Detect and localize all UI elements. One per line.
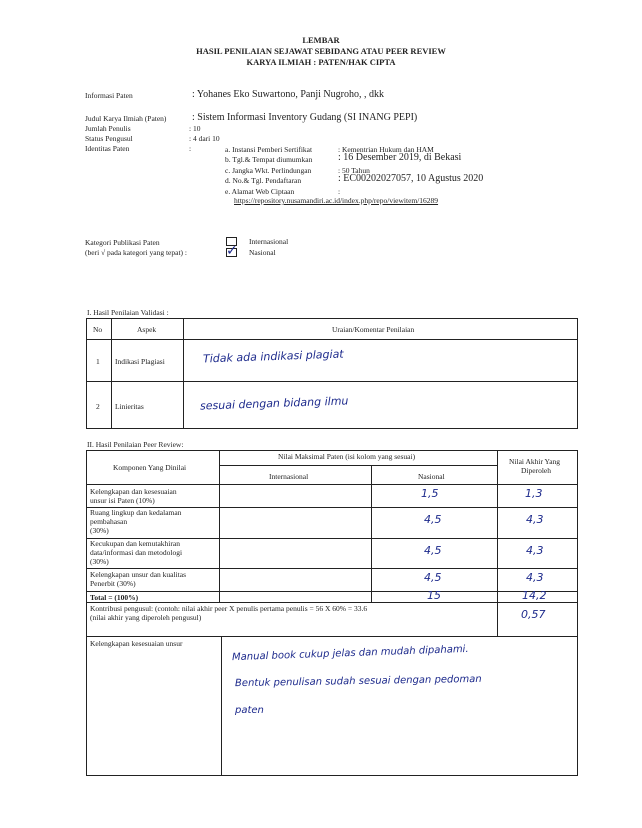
identitas-d-label: d. No.& Tgl. Pendaftaran <box>225 176 302 185</box>
row-1-aspek: Indikasi Plagiasi <box>115 357 165 366</box>
kontribusi-label: Kontribusi pengusul: (contoh: nilai akhir peer X penulis pertama penulis = 56 X 60% = 33.6 <box>90 604 368 613</box>
peer-title: II. Hasil Penilaian Peer Review: <box>87 440 184 449</box>
col-nilai-max: Nilai Maksimal Paten (isi kolom yang sesuai) <box>278 452 416 461</box>
peer-row-3-akhir: 4,3 <box>526 544 544 557</box>
kontribusi-note: (nilai akhir yang diperoleh pengusul) <box>90 613 202 622</box>
col-akhir-2: Diperoleh <box>521 466 551 475</box>
peer-row-4-nasional: 4,5 <box>424 571 442 584</box>
peer-row-3-komponen: Kecukupan dan kemutakhiran <box>90 539 180 548</box>
peer-row-2-komponen: Ruang lingkup dan kedalaman <box>90 508 182 517</box>
row-1-no: 1 <box>96 357 100 366</box>
peer-row-3-komponen-3: (30%) <box>90 557 109 566</box>
peer-row-1-komponen-2: unsur isi Paten (10%) <box>90 496 155 505</box>
col-nasional: Nasional <box>418 472 445 481</box>
identitas-e-value: : <box>338 187 341 196</box>
peer-row-4-komponen-2: Penerbit (30%) <box>90 579 136 588</box>
identitas-b-value: : 16 Desember 2019, di Bekasi <box>338 152 462 163</box>
peer-row-3-nasional: 4,5 <box>424 544 442 557</box>
row-2-komentar: sesuai dengan bidang ilmu <box>199 394 349 413</box>
peer-row-4-akhir: 4,3 <box>526 571 544 584</box>
identitas-colon: : <box>189 144 192 153</box>
option-internasional: Internasional <box>249 237 289 246</box>
kategori-hint: (beri √ pada kategori yang tepat) : <box>85 248 187 257</box>
comment-line-2: Bentuk penulisan sudah sesuai dengan pedoman <box>234 673 482 690</box>
identitas-a-label: a. Instansi Pemberi Sertifikat <box>225 145 313 154</box>
row-2-no: 2 <box>96 402 100 411</box>
check-mark-icon: ✓ <box>226 243 238 259</box>
status-label: Status Pengusul <box>85 134 133 143</box>
total-label: Total = (100%) <box>90 593 139 602</box>
comment-line-1: Manual book cukup jelas dan mudah dipahami. <box>231 643 469 664</box>
informasi-label: Informasi Paten <box>85 91 133 100</box>
peer-row-2-nasional: 4,5 <box>424 513 442 526</box>
validasi-table <box>86 318 578 429</box>
peer-row-3-komponen-2: data/informasi dan metodologi <box>90 548 183 557</box>
kategori-label: Kategori Publikasi Paten <box>85 238 160 247</box>
identitas-d-value: : EC00202027057, 10 Agustus 2020 <box>338 173 484 184</box>
status-value: : 4 dari 10 <box>189 134 220 143</box>
jumlah-label: Jumlah Penulis <box>85 124 131 133</box>
col-no: No <box>93 325 103 334</box>
col-internasional: Internasional <box>269 472 309 481</box>
identitas-a-value: : Kementrian Hukum dan HAM <box>338 145 434 154</box>
peer-row-2-komponen-3: (30%) <box>90 526 109 535</box>
option-nasional: Nasional <box>249 248 276 257</box>
peer-row-1-akhir: 1,3 <box>525 487 543 500</box>
col-komponen: Komponen Yang Dinilai <box>113 463 187 472</box>
col-akhir-1: Nilai Akhir Yang <box>509 457 561 466</box>
total-akhir: 14,2 <box>522 589 547 602</box>
peer-row-1-komponen: Kelengkapan dan kesesuaian <box>90 487 177 496</box>
peer-row-2-akhir: 4,3 <box>526 513 544 526</box>
row-2-aspek: Linieritas <box>115 402 144 411</box>
judul-label: Judul Karya Ilmiah (Paten) <box>85 114 167 123</box>
identitas-c-value: : 50 Tahun <box>338 166 370 175</box>
col-uraian: Uraian/Komentar Penilaian <box>332 325 415 334</box>
comment-line-3: paten <box>235 705 264 716</box>
repository-link[interactable]: https://repository.nusamandiri.ac.id/index.php/repo/viewitem/16289 <box>234 196 439 205</box>
row-1-komentar: Tidak ada indikasi plagiat <box>202 347 344 366</box>
col-aspek: Aspek <box>137 325 157 334</box>
peer-row-1-nasional: 1,5 <box>421 487 439 500</box>
jumlah-value: : 10 <box>189 124 201 133</box>
judul-value: : Sistem Informasi Inventory Gudang (SI INANG PEPI) <box>192 112 418 123</box>
kontribusi-value: 0,57 <box>521 608 546 621</box>
peer-row-4-komponen: Kelengkapan unsur dan kualitas <box>90 570 187 579</box>
validasi-title: I. Hasil Penilaian Validasi : <box>87 308 169 317</box>
doc-title-3: KARYA ILMIAH : PATEN/HAK CIPTA <box>246 57 396 67</box>
kesesuaian-label: Kelengkapan kesesuaian unsur <box>90 639 183 648</box>
total-nasional: 15 <box>427 589 441 602</box>
doc-title-2: HASIL PENILAIAN SEJAWAT SEBIDANG ATAU PEER REVIEW <box>196 46 446 56</box>
identitas-label: Identitas Paten <box>85 144 130 153</box>
informasi-value: : Yohanes Eko Suwartono, Panji Nugroho, , dkk <box>192 89 384 100</box>
identitas-e-label: e. Alamat Web Ciptaan <box>225 187 295 196</box>
identitas-b-label: b. Tgl.& Tempat diumumkan <box>225 155 313 164</box>
peer-row-2-komponen-2: pembahasan <box>90 517 128 526</box>
identitas-c-label: c. Jangka Wkt. Perlindungan <box>225 166 312 175</box>
doc-title-1: LEMBAR <box>302 35 340 45</box>
